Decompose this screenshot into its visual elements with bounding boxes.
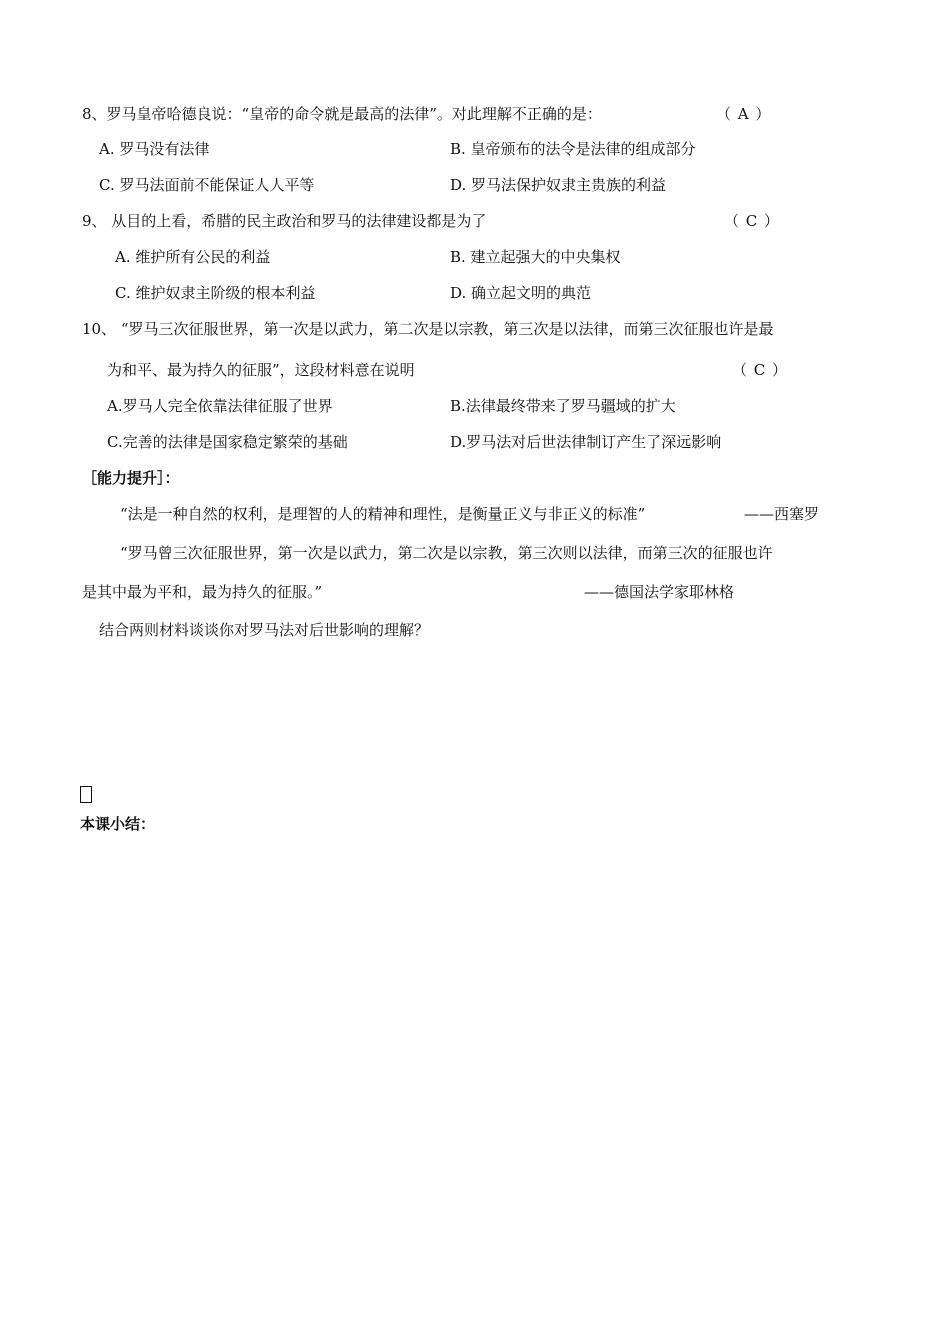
q9-answer: （ C ） bbox=[724, 212, 781, 230]
q9-stem: 9、 从目的上看，希腊的民主政治和罗马的法律建设都是为了 bbox=[82, 212, 487, 230]
q8-option-b: B. 皇帝颁布的法令是法律的组成部分 bbox=[450, 140, 696, 158]
q9-option-a: A. 维护所有公民的利益 bbox=[115, 248, 271, 266]
q10-stem-line1: 10、 “罗马三次征服世界，第一次是以武力，第二次是以宗教，第三次是以法律，而第三次征服也许是最 bbox=[82, 320, 774, 338]
q8-option-c: C. 罗马法面前不能保证人人平等 bbox=[99, 176, 315, 194]
q10-option-c: C.完善的法律是国家稳定繁荣的基础 bbox=[107, 433, 348, 451]
quote2-author: ——德国法学家耶林格 bbox=[584, 583, 735, 601]
q8-option-d: D. 罗马法保护奴隶主贵族的利益 bbox=[450, 176, 667, 194]
quote1: “法是一种自然的权利，是理智的人的精神和理性，是衡量正义与非正义的标准” bbox=[120, 505, 646, 523]
summary-heading: 本课小结： bbox=[80, 815, 156, 833]
quote2-line2: 是其中最为平和，最为持久的征服。” bbox=[82, 583, 323, 601]
q8-stem: 8、罗马皇帝哈德良说：“皇帝的命令就是最高的法律”。对此理解不正确的是： bbox=[82, 105, 602, 123]
q10-stem-line2: 为和平、最为持久的征服”，这段材料意在说明 bbox=[107, 361, 415, 379]
q8-answer: （ A ） bbox=[716, 105, 772, 123]
q8-option-a: A. 罗马没有法律 bbox=[99, 140, 210, 158]
q10-option-d: D.罗马法对后世法律制订产生了深远影响 bbox=[450, 433, 722, 451]
ability-question: 结合两则材料谈谈你对罗马法对后世影响的理解？ bbox=[99, 621, 430, 639]
q10-answer: （ C ） bbox=[732, 361, 789, 379]
ability-heading: ［能力提升］： bbox=[82, 469, 180, 487]
quote2-line1: “罗马曾三次征服世界，第一次是以武力，第二次是以宗教，第三次则以法律，而第三次的征服也许 bbox=[120, 544, 773, 562]
placeholder-box-icon bbox=[80, 786, 92, 803]
q9-option-c: C. 维护奴隶主阶级的根本利益 bbox=[115, 284, 316, 302]
q9-option-d: D. 确立起文明的典范 bbox=[450, 284, 592, 302]
q10-option-a: A.罗马人完全依靠法律征服了世界 bbox=[107, 397, 333, 415]
q9-option-b: B. 建立起强大的中央集权 bbox=[450, 248, 621, 266]
quote1-author: ——西塞罗 bbox=[744, 505, 820, 523]
q10-option-b: B.法律最终带来了罗马疆域的扩大 bbox=[450, 397, 676, 415]
